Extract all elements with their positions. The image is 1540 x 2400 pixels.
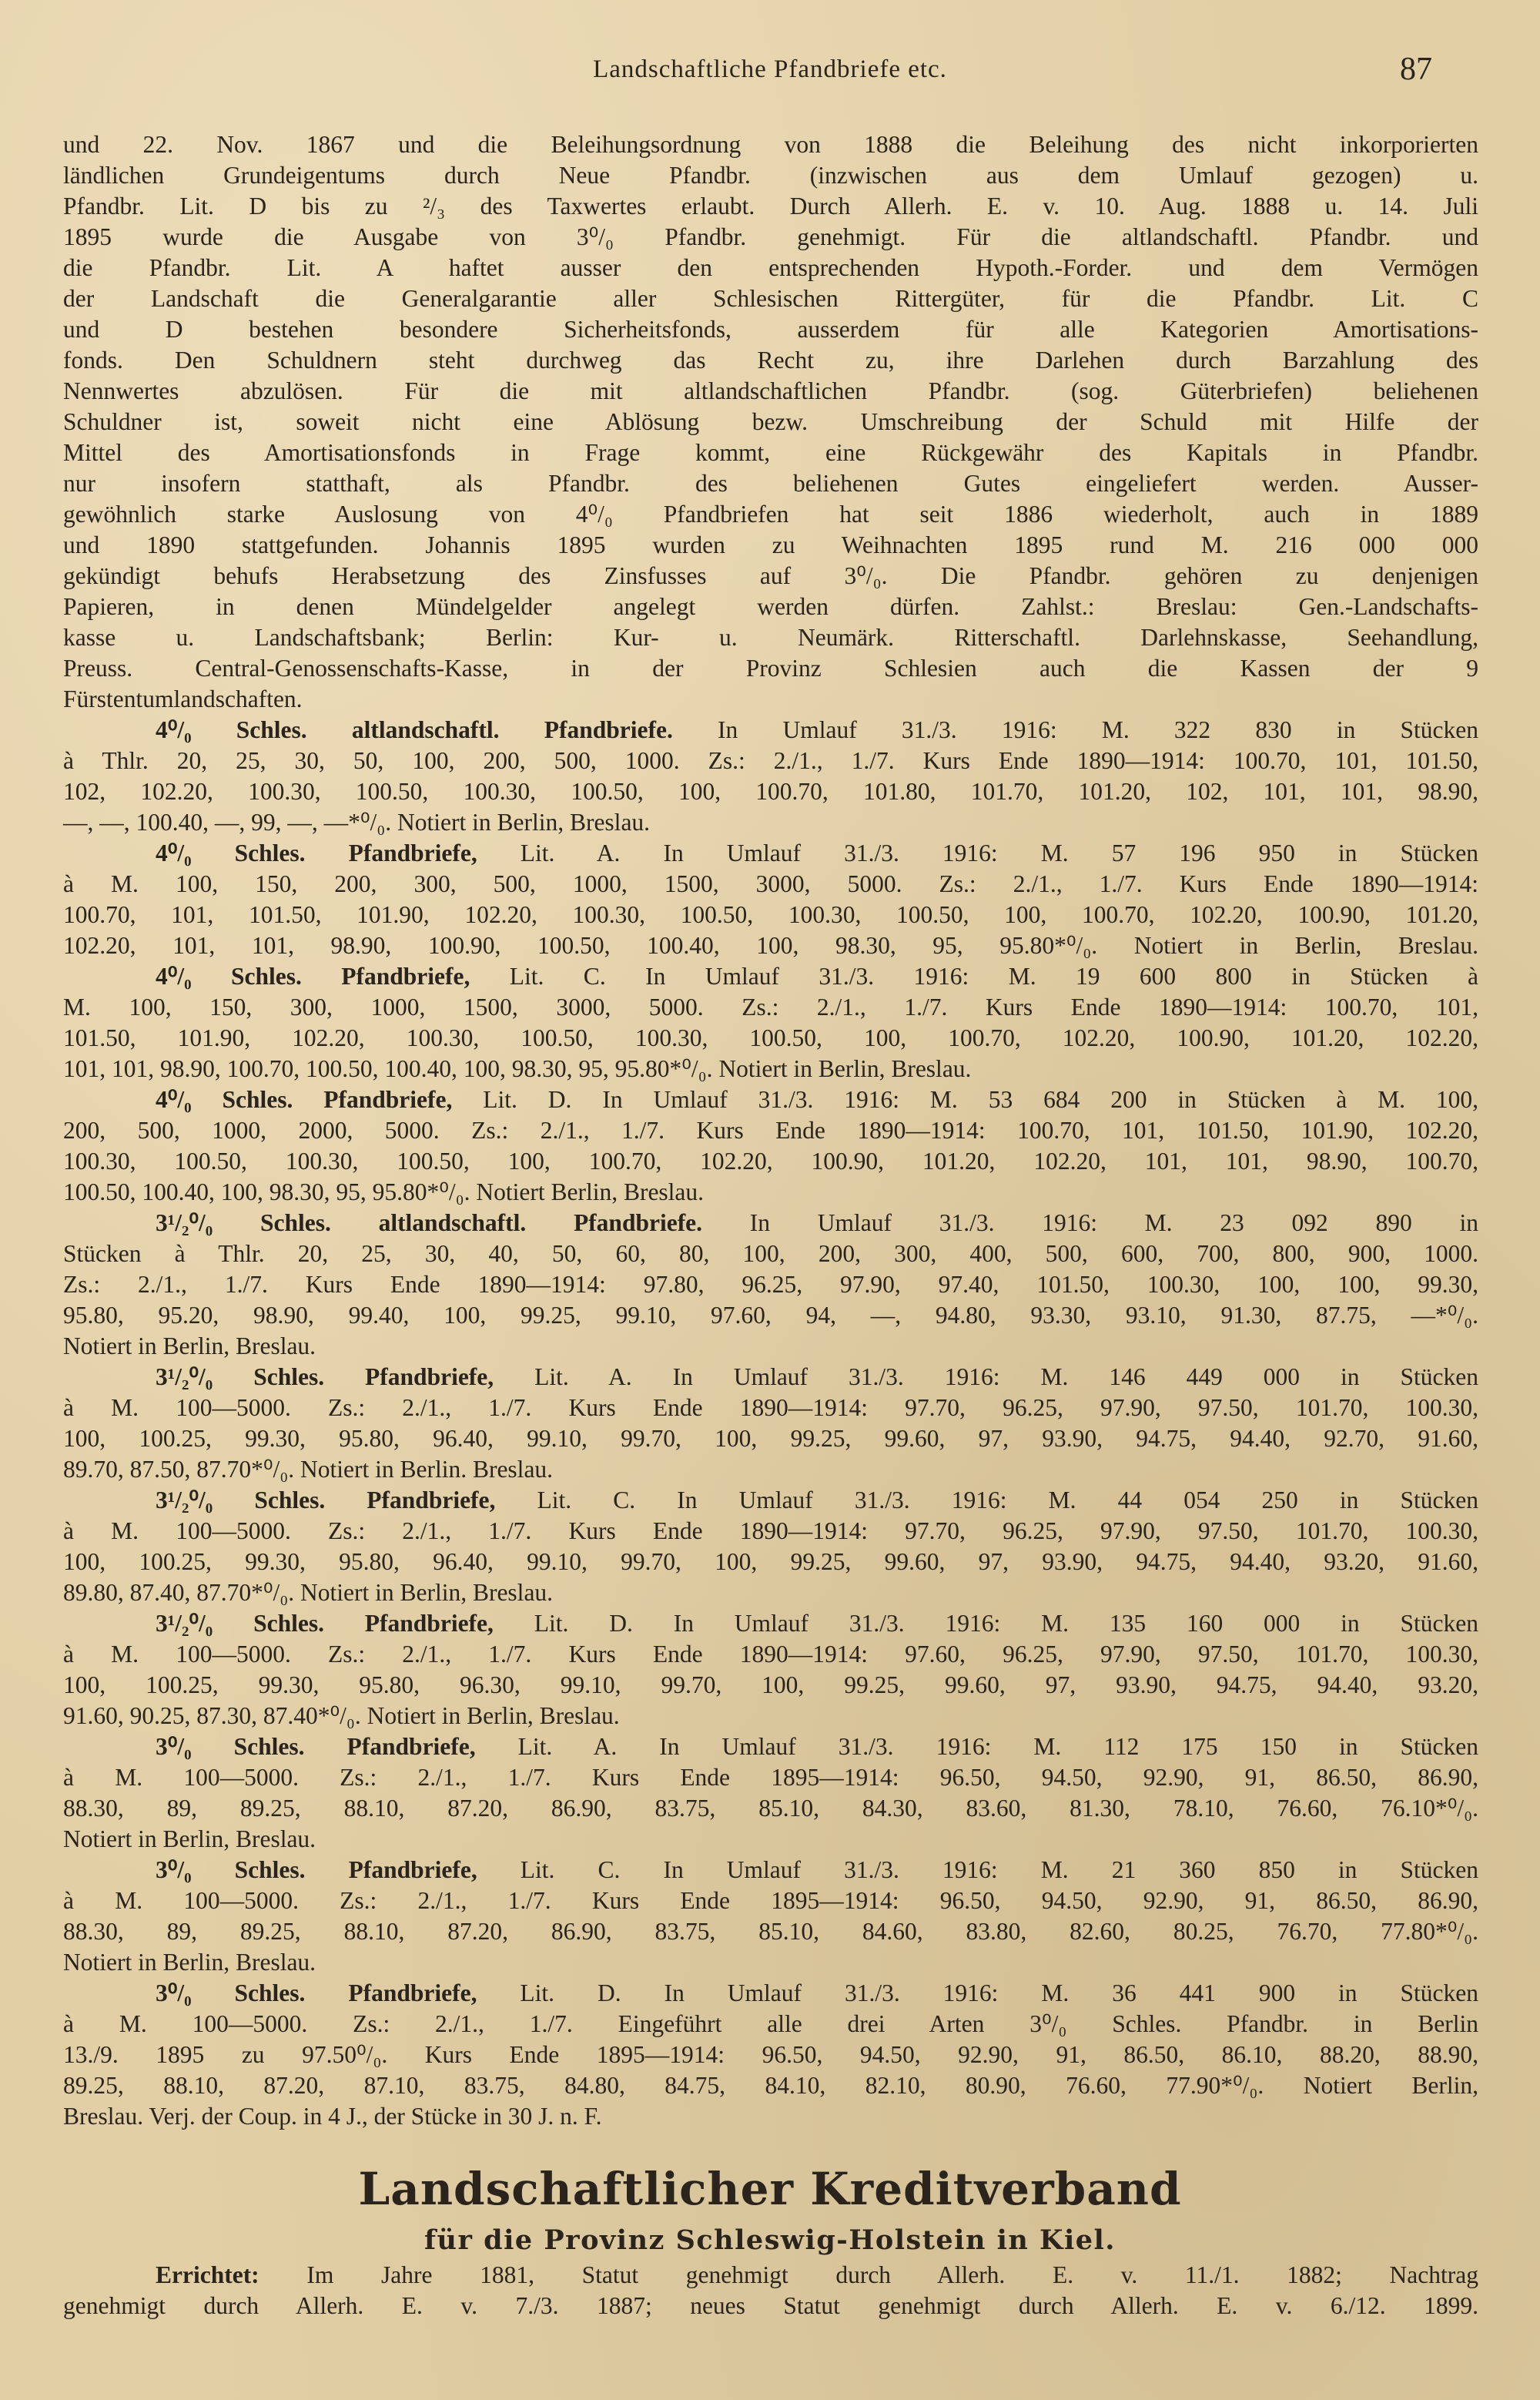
text-line [63, 129, 1478, 160]
text-line [63, 2040, 1478, 2070]
text-line [63, 1885, 1478, 1916]
text-line [63, 1146, 1478, 1177]
entry-heading: 3¹/₂⁰/₀ Schles. Pfandbriefe, [156, 1363, 494, 1390]
line-text: Notiert in Berlin, Breslau. [63, 1825, 316, 1852]
text-line [63, 1054, 1478, 1084]
text-line [63, 869, 1478, 900]
text-line [63, 1916, 1478, 1947]
line-text: 100.30, 100.50, 100.30, 100.50, 100, 100.70, 102.20, 100.90, 101.20, 102.20, 101, 101, 98.90, 100.70, [63, 1148, 1478, 1175]
line-text: Lit. A. In Umlauf 31./3. 1916: M. 57 196 950 in Stücken [477, 840, 1478, 866]
section-subtitle: für die Provinz Schleswig-Holstein in Kiel. [424, 2224, 1116, 2256]
line-text: fonds. Den Schuldnern steht durchweg das Recht zu, ihre Darlehen durch Barzahlung des [63, 347, 1478, 374]
text-line [63, 684, 1478, 715]
text-line [63, 222, 1478, 253]
text-line [63, 746, 1478, 776]
line-text: —, —, 100.40, —, 99, —, —*⁰/₀. Notiert in Berlin, Breslau. [63, 809, 651, 836]
line-text: 200, 500, 1000, 2000, 5000. Zs.: 2./1., 1./7. Kurs Ende 1890—1914: 100.70, 101, 101.50, 101.90, 102.20, [63, 1117, 1478, 1144]
line-text: Lit. D. In Umlauf 31./3. 1916: M. 53 684 200 in Stücken à M. 100, [452, 1086, 1478, 1113]
text-line [63, 2101, 1478, 2132]
line-text: Pfandbr. Lit. D bis zu ²/₃ des Taxwertes erlaubt. Durch Allerh. E. v. 10. Aug. 1888 u. 14. Juli [63, 193, 1478, 220]
line-text: In Umlauf 31./3. 1916: M. 322 830 in Stücken [672, 716, 1479, 743]
body-text [63, 129, 1478, 2132]
line-text: 89.70, 87.50, 87.70*⁰/₀. Notiert in Berlin. Breslau. [63, 1456, 554, 1483]
text-line [63, 1023, 1478, 1054]
text-line [63, 1239, 1478, 1269]
text-line [63, 1331, 1478, 1362]
text-line [63, 499, 1478, 530]
text-line [63, 592, 1478, 622]
text-line [63, 1731, 1478, 1762]
entry-heading: 4⁰/₀ Schles. Pfandbriefe, [156, 1086, 453, 1113]
line-text: Stücken à Thlr. 20, 25, 30, 40, 50, 60, 80, 100, 200, 300, 400, 500, 600, 700, 800, 900, 1000. [63, 1240, 1478, 1267]
entry-heading: 3¹/₂⁰/₀ Schles. Pfandbriefe, [156, 1610, 494, 1637]
line-text: In Umlauf 31./3. 1916: M. 23 092 890 in [702, 1209, 1478, 1236]
line-text: Fürstentumlandschaften. [63, 685, 303, 712]
line-text: 89.80, 87.40, 87.70*⁰/₀. Notiert in Berlin, Breslau. [63, 1579, 554, 1606]
line-text: Nennwertes abzulösen. Für die mit altlandschaftlichen Pfandbr. (sog. Güterbriefen) beliehenen [63, 377, 1478, 404]
entry-heading: 3¹/₂⁰/₀ Schles. Pfandbriefe, [156, 1487, 496, 1513]
text-line [63, 1978, 1478, 2009]
text-line [63, 1269, 1478, 1300]
text-line [63, 930, 1478, 961]
line-text: und D bestehen besondere Sicherheitsfonds, ausserdem für alle Kategorien Amortisations- [63, 316, 1478, 343]
line-text: 101, 101, 98.90, 100.70, 100.50, 100.40, 100, 98.30, 95, 95.80*⁰/₀. Notiert in Berlin, Breslau. [63, 1055, 972, 1082]
line-text: Breslau. Verj. der Coup. in 4 J., der Stücke in 30 J. n. F. [63, 2103, 602, 2130]
text-line [63, 253, 1478, 283]
text-line [63, 1701, 1478, 1731]
text-line [63, 1762, 1478, 1793]
line-text: 100, 100.25, 99.30, 95.80, 96.40, 99.10, 99.70, 100, 99.25, 99.60, 97, 93.90, 94.75, 94.40, 93.20, 91.60, [63, 1548, 1478, 1575]
text-line [63, 437, 1478, 468]
line-text: 100.70, 101, 101.50, 101.90, 102.20, 100.30, 100.50, 100.30, 100.50, 100, 100.70, 102.20, 100.90, 101.20, [63, 901, 1478, 928]
text-line [63, 2070, 1478, 2101]
entry-heading: 3⁰/₀ Schles. Pfandbriefe, [156, 1979, 477, 2006]
line-text: der Landschaft die Generalgarantie aller Schlesischen Rittergüter, für die Pfandbr. Lit. C [63, 285, 1478, 312]
text-line [63, 900, 1478, 930]
line-text: à M. 100—5000. Zs.: 2./1., 1./7. Kurs Ende 1895—1914: 96.50, 94.50, 92.90, 91, 86.50, 86.90, [63, 1887, 1478, 1914]
text-line [63, 1793, 1478, 1824]
line-text: M. 100, 150, 300, 1000, 1500, 3000, 5000. Zs.: 2./1., 1./7. Kurs Ende 1890—1914: 100.70, 101, [63, 994, 1478, 1021]
line-text: à M. 100—5000. Zs.: 2./1., 1./7. Kurs Ende 1890—1914: 97.60, 96.25, 97.90, 97.50, 101.70, 100.30, [63, 1641, 1478, 1668]
text-line [63, 1454, 1478, 1485]
text-line [63, 961, 1478, 992]
line-text: Papieren, in denen Mündelgelder angelegt werden dürfen. Zahlst.: Breslau: Gen.-Landschafts- [63, 593, 1478, 620]
text-line [63, 1577, 1478, 1608]
page-number: 87 [1400, 52, 1432, 87]
text-line [63, 992, 1478, 1023]
entry-heading: 3⁰/₀ Schles. Pfandbriefe, [156, 1733, 476, 1760]
line-text: Lit. C. In Umlauf 31./3. 1916: M. 21 360 850 in Stücken [477, 1856, 1478, 1883]
line-text: Preuss. Central-Genossenschafts-Kasse, in der Provinz Schlesien auch die Kassen der 9 [63, 655, 1478, 682]
line-text: 100.50, 100.40, 100, 98.30, 95, 95.80*⁰/₀. Notiert Berlin, Breslau. [63, 1178, 705, 1205]
text-line [63, 1485, 1478, 1516]
line-text: 101.50, 101.90, 102.20, 100.30, 100.50, 100.30, 100.50, 100, 100.70, 102.20, 100.90, 101.20, 102.20, [63, 1024, 1478, 1051]
line-text: genehmigt durch Allerh. E. v. 7./3. 1887; neues Statut genehmigt durch Allerh. E. v. 6./12. 1899. [63, 2292, 1478, 2319]
text-line [63, 314, 1478, 345]
text-line [63, 1947, 1478, 1978]
line-text: die Pfandbr. Lit. A haftet ausser den entsprechenden Hypoth.-Forder. und dem Vermögen [63, 254, 1478, 281]
text-line [63, 1670, 1478, 1701]
text-line [63, 776, 1478, 807]
entry-heading: 3⁰/₀ Schles. Pfandbriefe, [156, 1856, 477, 1883]
text-line [63, 468, 1478, 499]
line-text: 88.30, 89, 89.25, 88.10, 87.20, 86.90, 83.75, 85.10, 84.60, 83.80, 82.60, 80.25, 76.70, 77.80*⁰/₀. [63, 1918, 1478, 1945]
text-line [63, 407, 1478, 437]
text-line [63, 1608, 1478, 1639]
line-text: Lit. A. In Umlauf 31./3. 1916: M. 112 175 150 in Stücken [475, 1733, 1479, 1760]
line-text: à M. 100—5000. Zs.: 2./1., 1./7. Kurs Ende 1895—1914: 96.50, 94.50, 92.90, 91, 86.50, 86.90, [63, 1764, 1478, 1791]
text-line [63, 1516, 1478, 1547]
text-line [63, 1824, 1478, 1855]
line-text: 89.25, 88.10, 87.20, 87.10, 83.75, 84.80, 84.75, 84.10, 82.10, 80.90, 76.60, 77.90*⁰/₀. Notiert Berlin, [63, 2072, 1478, 2099]
line-text: à M. 100, 150, 200, 300, 500, 1000, 1500, 3000, 5000. Zs.: 2./1., 1./7. Kurs Ende 1890—1914: [63, 870, 1478, 897]
line-text: 91.60, 90.25, 87.30, 87.40*⁰/₀. Notiert in Berlin, Breslau. [63, 1702, 620, 1729]
line-text: 102, 102.20, 100.30, 100.50, 100.30, 100.50, 100, 100.70, 101.80, 101.70, 101.20, 102, 101, 101, 98.90, [63, 778, 1478, 805]
running-title: Landschaftliche Pfandbriefe etc. [593, 55, 947, 83]
line-text: Notiert in Berlin, Breslau. [63, 1949, 316, 1976]
line-text: Lit. C. In Umlauf 31./3. 1916: M. 44 054 250 in Stücken [495, 1487, 1478, 1513]
text-line [63, 1300, 1478, 1331]
text-line [63, 653, 1478, 684]
text-line [63, 807, 1478, 838]
line-text: und 22. Nov. 1867 und die Beleihungsordnung von 1888 die Beleihung des nicht inkorporierten [63, 131, 1478, 158]
line-text: und 1890 stattgefunden. Johannis 1895 wurden zu Weihnachten 1895 rund M. 216 000 000 [63, 531, 1478, 558]
text-line [63, 1423, 1478, 1454]
line-text: 95.80, 95.20, 98.90, 99.40, 100, 99.25, 99.10, 97.60, 94, —, 94.80, 93.30, 93.10, 91.30, 87.75, —*⁰/₀. [63, 1302, 1478, 1329]
text-line [63, 530, 1478, 561]
text-line [63, 2260, 1478, 2291]
line-text: gekündigt behufs Herabsetzung des Zinsfusses auf 3⁰/₀. Die Pfandbr. gehören zu denjenigen [63, 562, 1478, 589]
text-line [63, 622, 1478, 653]
text-line [63, 2009, 1478, 2040]
text-line [63, 1393, 1478, 1423]
line-text: 100, 100.25, 99.30, 95.80, 96.30, 99.10, 99.70, 100, 99.25, 99.60, 97, 93.90, 94.75, 94.40, 93.20, [63, 1671, 1478, 1698]
line-text: à M. 100—5000. Zs.: 2./1., 1./7. Kurs Ende 1890—1914: 97.70, 96.25, 97.90, 97.50, 101.70, 100.30, [63, 1517, 1478, 1544]
line-text: à Thlr. 20, 25, 30, 50, 100, 200, 500, 1000. Zs.: 2./1., 1./7. Kurs Ende 1890—1914: 100.70, 101, 101.50, [63, 747, 1478, 774]
line-text: Zs.: 2./1., 1./7. Kurs Ende 1890—1914: 97.80, 96.25, 97.90, 97.40, 101.50, 100.30, 100, 100, 99.30, [63, 1271, 1478, 1298]
text-line [63, 1639, 1478, 1670]
text-line [63, 838, 1478, 869]
line-text: à M. 100—5000. Zs.: 2./1., 1./7. Eingeführt alle drei Arten 3⁰/₀ Schles. Pfandbr. in Berlin [63, 2010, 1478, 2037]
line-text: Lit. A. In Umlauf 31./3. 1916: M. 146 449 000 in Stücken [494, 1363, 1478, 1390]
text-line [63, 561, 1478, 592]
entry-heading: 3¹/₂⁰/₀ Schles. altlandschaftl. Pfandbriefe. [156, 1209, 703, 1236]
line-text: à M. 100—5000. Zs.: 2./1., 1./7. Kurs Ende 1890—1914: 97.70, 96.25, 97.90, 97.50, 101.70, 100.30, [63, 1394, 1478, 1421]
text-line [63, 1547, 1478, 1577]
text-line [63, 1362, 1478, 1393]
line-text: Schuldner ist, soweit nicht eine Ablösung bezw. Umschreibung der Schuld mit Hilfe der [63, 408, 1478, 435]
entry-heading: 4⁰/₀ Schles. altlandschaftl. Pfandbriefe. [156, 716, 673, 743]
line-text: 88.30, 89, 89.25, 88.10, 87.20, 86.90, 83.75, 85.10, 84.30, 83.60, 81.30, 78.10, 76.60, 76.10*⁰/₀. [63, 1795, 1478, 1822]
text-line [63, 1855, 1478, 1885]
section-title: Landschaftlicher Kreditverband [358, 2163, 1182, 2215]
line-text: Lit. D. In Umlauf 31./3. 1916: M. 135 160 000 in Stücken [493, 1610, 1478, 1637]
entry-heading: Errichtet: [156, 2261, 259, 2288]
line-text: 102.20, 101, 101, 98.90, 100.90, 100.50, 100.40, 100, 98.30, 95, 95.80*⁰/₀. Notiert in Berlin, Breslau. [63, 932, 1478, 959]
text-line [63, 1115, 1478, 1146]
text-line [63, 376, 1478, 407]
line-text: Notiert in Berlin, Breslau. [63, 1332, 316, 1359]
text-line [63, 1177, 1478, 1208]
line-text: 100, 100.25, 99.30, 95.80, 96.40, 99.10, 99.70, 100, 99.25, 99.60, 97, 93.90, 94.75, 94.40, 92.70, 91.60, [63, 1425, 1478, 1452]
line-text: Lit. C. In Umlauf 31./3. 1916: M. 19 600 800 in Stücken à [470, 963, 1478, 990]
text-line [63, 715, 1478, 746]
line-text: kasse u. Landschaftsbank; Berlin: Kur- u. Neumärk. Ritterschaftl. Darlehnskasse, Seehandlung, [63, 624, 1478, 651]
closing-text [63, 2260, 1478, 2321]
text-line [63, 191, 1478, 222]
text-line [63, 160, 1478, 191]
entry-heading: 4⁰/₀ Schles. Pfandbriefe, [156, 963, 470, 990]
line-text: nur insofern statthaft, als Pfandbr. des beliehenen Gutes eingeliefert werden. Ausser- [63, 470, 1478, 497]
line-text: Mittel des Amortisationsfonds in Frage kommt, eine Rückgewähr des Kapitals in Pfandbr. [63, 439, 1478, 466]
line-text: Lit. D. In Umlauf 31./3. 1916: M. 36 441 900 in Stücken [477, 1979, 1478, 2006]
text-line [63, 345, 1478, 376]
text-line [63, 1208, 1478, 1239]
text-line [63, 283, 1478, 314]
text-line [63, 2291, 1478, 2321]
line-text: gewöhnlich starke Auslosung von 4⁰/₀ Pfandbriefen hat seit 1886 wiederholt, auch in 1889 [63, 501, 1478, 528]
line-text: 13./9. 1895 zu 97.50⁰/₀. Kurs Ende 1895—1914: 96.50, 94.50, 92.90, 91, 86.50, 86.10, 88.20, 88.90, [63, 2041, 1478, 2068]
line-text: 1895 wurde die Ausgabe von 3⁰/₀ Pfandbr. genehmigt. Für die altlandschaftl. Pfandbr. und [63, 223, 1478, 250]
text-line [63, 1084, 1478, 1115]
line-text: Im Jahre 1881, Statut genehmigt durch Allerh. E. v. 11./1. 1882; Nachtrag [259, 2261, 1478, 2288]
line-text: ländlichen Grundeigentums durch Neue Pfandbr. (inzwischen aus dem Umlauf gezogen) u. [63, 162, 1478, 189]
running-header [0, 52, 1540, 87]
entry-heading: 4⁰/₀ Schles. Pfandbriefe, [156, 840, 477, 866]
